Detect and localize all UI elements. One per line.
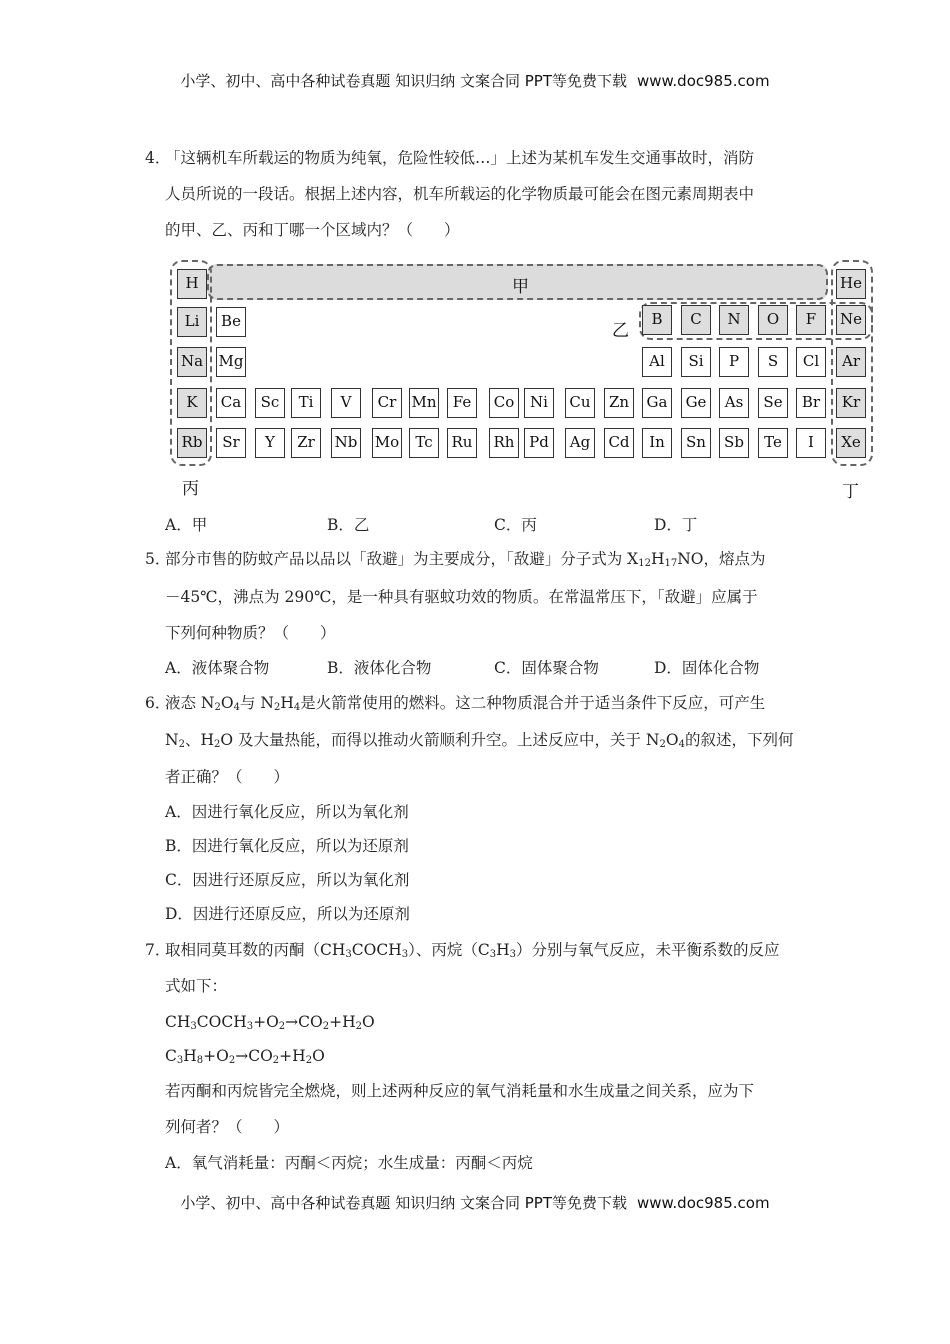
element-v: V — [331, 388, 361, 418]
q7-line-3: 若丙酮和丙烷皆完全燃烧，则上述两种反应的氧气消耗量和水生成量之间关系，应为下 — [165, 1082, 755, 1100]
footer-text: 小学、初中、高中各种试卷真题 知识归纳 文案合同 PPT等免费下载 — [180, 1194, 627, 1212]
q6-option-b[interactable]: B．因进行氧化反应，所以为还原剂 — [165, 837, 409, 855]
q7-option-a[interactable]: A．氧气消耗量：丙酮＜丙烷；水生成量：丙酮＜丙烷 — [165, 1154, 533, 1172]
element-li: Li — [177, 307, 207, 337]
element-ca: Ca — [216, 388, 246, 418]
element-mg: Mg — [216, 347, 246, 377]
element-cu: Cu — [565, 388, 595, 418]
element-in: In — [642, 428, 672, 458]
q4-option-d[interactable]: D．丁 — [654, 516, 698, 534]
element-be: Be — [216, 307, 246, 337]
q6-option-d[interactable]: D．因进行还原反应，所以为还原剂 — [165, 905, 410, 923]
element-se: Se — [758, 388, 788, 418]
element-br: Br — [796, 388, 826, 418]
element-na: Na — [177, 347, 207, 377]
element-co: Co — [489, 388, 519, 418]
q7-equation-2: $C_3H_8+O_2\to CO_2+H_2O$ — [165, 1047, 325, 1066]
q7-number: 7． — [145, 941, 171, 959]
element-nb: Nb — [331, 428, 361, 458]
region-ding-label: 丁 — [842, 482, 859, 502]
element-kr: Kr — [836, 388, 866, 418]
element-cl: Cl — [796, 347, 826, 377]
q5-line-1: 部分市售的防蚊产品以品以「敌避」为主要成分，「敌避」分子式为 $X_{12}H_{17}NO$，熔点为 — [165, 550, 766, 569]
element-ar: Ar — [836, 347, 866, 377]
q4-option-c[interactable]: C．丙 — [494, 516, 537, 534]
element-tc: Tc — [409, 428, 439, 458]
q5-line-2: －45℃，沸点为 290℃，是一种具有驱蚊功效的物质。在常温常压下，「敌避」应属于 — [165, 588, 758, 606]
element-sn: Sn — [681, 428, 711, 458]
element-s: S — [758, 347, 788, 377]
element-zn: Zn — [604, 388, 634, 418]
element-ag: Ag — [565, 428, 595, 458]
element-c: C — [681, 305, 711, 335]
element-xe: Xe — [836, 428, 866, 458]
element-k: K — [177, 388, 207, 418]
region-bing-label: 丙 — [182, 479, 199, 499]
q7-line-1: 取相同莫耳数的丙酮$(CH_3COCH_3)$、丙烷$(C_3H_3)$分别与氧气反应，未平衡系数的反应 — [165, 941, 780, 960]
element-n: N — [719, 305, 749, 335]
element-cr: Cr — [372, 388, 402, 418]
q6-line-1: 液态 $N_2O_4$与 $N_2H_4$是火箭常使用的燃料。这二种物质混合并于适当条件下反应，可产生 — [165, 694, 766, 713]
q4-number: 4． — [145, 149, 171, 167]
element-si: Si — [681, 347, 711, 377]
element-sb: Sb — [719, 428, 749, 458]
element-rh: Rh — [489, 428, 519, 458]
element-ru: Ru — [447, 428, 477, 458]
q4-line-3: 的甲、乙、丙和丁哪一个区域内？（ ） — [165, 221, 460, 239]
element-cd: Cd — [604, 428, 634, 458]
q7-line-2: 式如下： — [165, 977, 228, 995]
element-b: B — [642, 305, 672, 335]
element-he: He — [836, 269, 866, 299]
q5-option-b[interactable]: B．液体化合物 — [327, 659, 432, 677]
q6-line-3: 者正确？（ ） — [165, 768, 290, 786]
element-rb: Rb — [177, 428, 207, 458]
q5-option-d[interactable]: D．固体化合物 — [654, 659, 760, 677]
element-ti: Ti — [291, 388, 321, 418]
element-i: I — [796, 428, 826, 458]
header-url[interactable]: www.doc985.com — [636, 72, 770, 90]
q4-option-a[interactable]: A．甲 — [165, 516, 208, 534]
element-te: Te — [758, 428, 788, 458]
q5-line-3: 下列何种物质？（ ） — [165, 624, 336, 642]
q6-option-c[interactable]: C．因进行还原反应，所以为氧化剂 — [165, 871, 410, 889]
element-ge: Ge — [681, 388, 711, 418]
footer-url[interactable]: www.doc985.com — [636, 1194, 770, 1212]
page-footer — [0, 1192, 950, 1213]
region-jia-label: 甲 — [512, 277, 529, 297]
q4-option-b[interactable]: B．乙 — [327, 516, 370, 534]
element-as: As — [719, 388, 749, 418]
q6-option-a[interactable]: A．因进行氧化反应，所以为氧化剂 — [165, 803, 409, 821]
q7-equation-1: $CH_3COCH_3+O_2\to CO_2+H_2O$ — [165, 1013, 375, 1032]
element-f: F — [796, 305, 826, 335]
q4-line-1: 「这辆机车所载运的物质为纯氧，危险性较低…」上述为某机车发生交通事故时，消防 — [165, 149, 755, 167]
region-yi-label: 乙 — [612, 321, 629, 341]
element-mo: Mo — [372, 428, 402, 458]
element-mn: Mn — [409, 388, 439, 418]
q5-option-a[interactable]: A．液体聚合物 — [165, 659, 270, 677]
q5-number: 5． — [145, 550, 171, 568]
periodic-table — [168, 258, 876, 502]
q6-line-2: $N_2$、$H_2O$ 及大量热能，而得以推动火箭顺利升空。上述反应中，关于 $N_2O_4$的叙述，下列何 — [165, 731, 794, 750]
element-pd: Pd — [524, 428, 554, 458]
element-o: O — [758, 305, 788, 335]
element-p: P — [719, 347, 749, 377]
element-ga: Ga — [642, 388, 672, 418]
header-text: 小学、初中、高中各种试卷真题 知识归纳 文案合同 PPT等免费下载 — [180, 72, 627, 90]
element-ni: Ni — [524, 388, 554, 418]
page-header — [0, 70, 950, 91]
q4-line-2: 人员所说的一段话。根据上述内容，机车所载运的化学物质最可能会在图元素周期表中 — [165, 185, 755, 203]
element-zr: Zr — [291, 428, 321, 458]
element-ne: Ne — [836, 305, 866, 335]
element-sr: Sr — [216, 428, 246, 458]
q6-number: 6． — [145, 694, 171, 712]
element-al: Al — [642, 347, 672, 377]
element-sc: Sc — [255, 388, 285, 418]
element-fe: Fe — [447, 388, 477, 418]
element-h: H — [177, 269, 207, 299]
q5-option-c[interactable]: C．固体聚合物 — [494, 659, 599, 677]
q7-line-4: 列何者？（ ） — [165, 1118, 290, 1136]
element-y: Y — [255, 428, 285, 458]
